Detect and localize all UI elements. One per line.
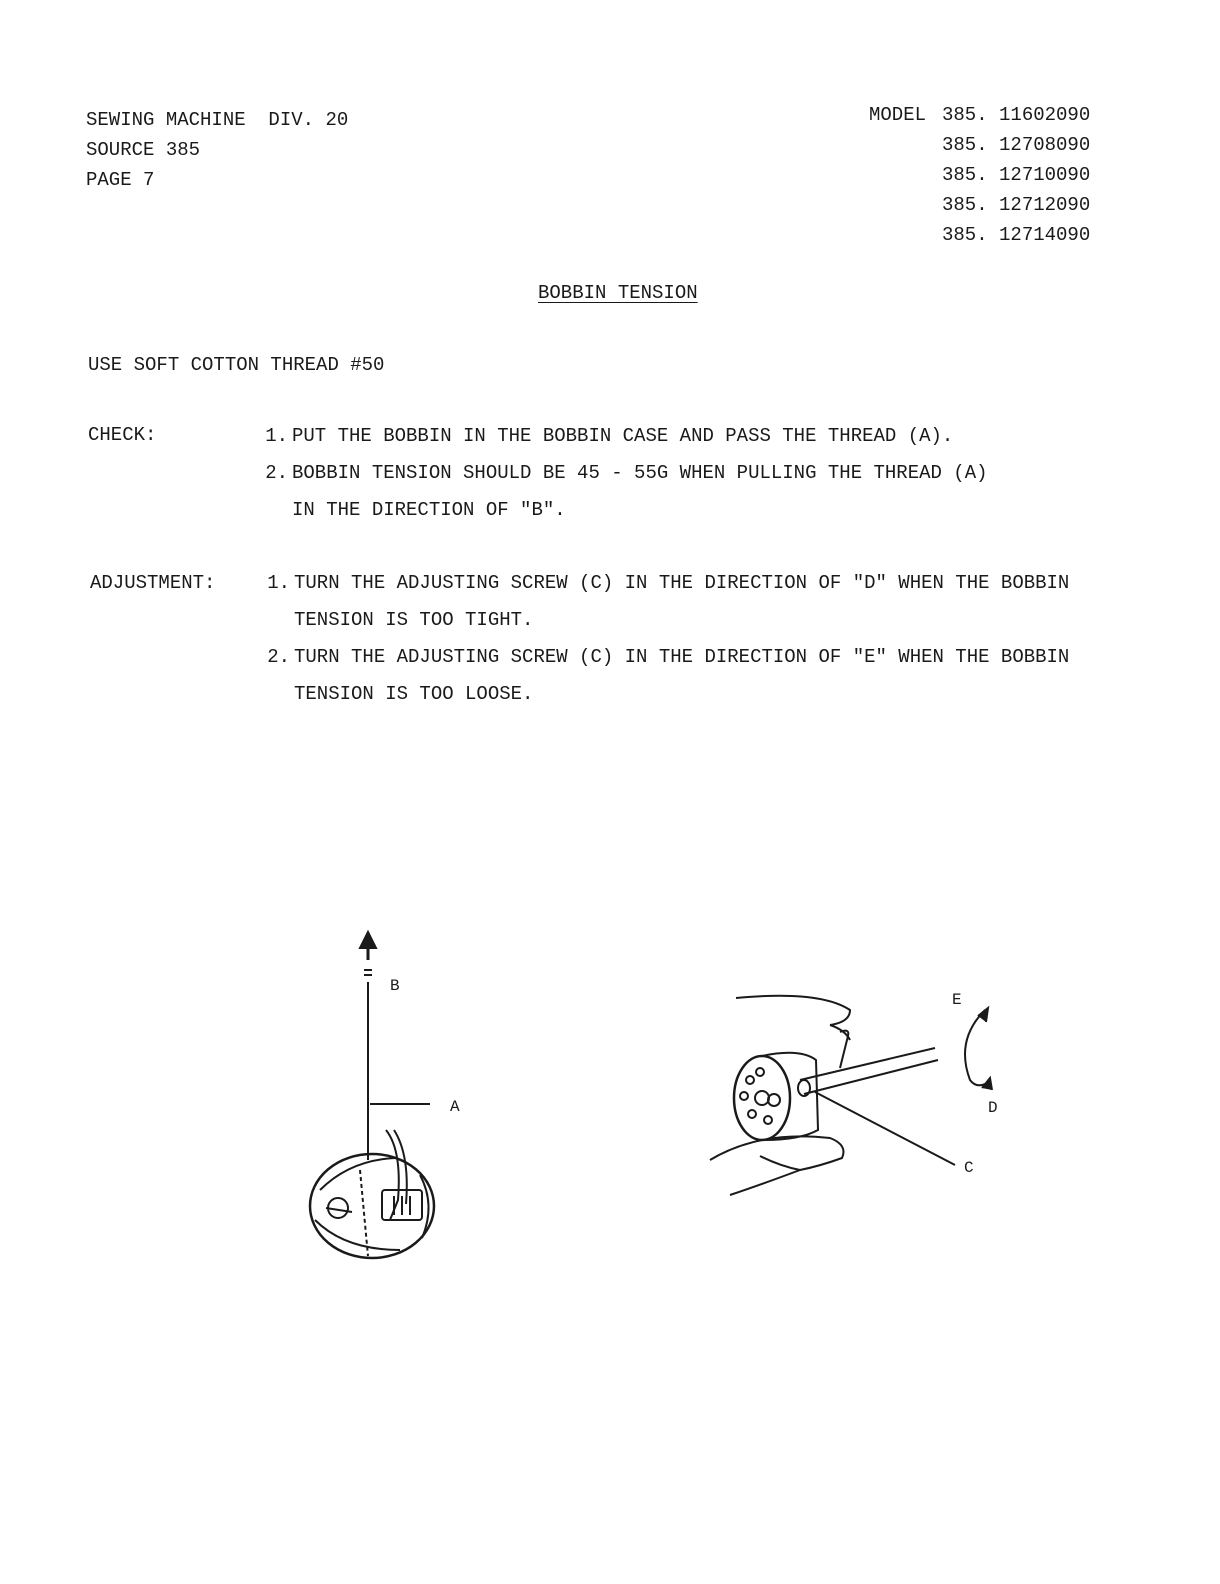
label-e: E xyxy=(952,991,962,1009)
item-number: 1. xyxy=(265,425,288,447)
model-number: 385. 11602090 xyxy=(942,104,1091,126)
model-number: 385. 12710090 xyxy=(942,164,1091,186)
list-item xyxy=(252,565,1069,602)
item-number: 2. xyxy=(265,462,288,484)
page-title: BOBBIN TENSION xyxy=(538,282,698,304)
label-d: D xyxy=(988,1099,998,1117)
model-label: MODEL xyxy=(869,104,927,126)
header-page: PAGE 7 xyxy=(86,169,155,191)
document-header-left xyxy=(86,105,348,195)
item-text-continued: TENSION IS TOO LOOSE. xyxy=(294,683,534,705)
model-number: 385. 12714090 xyxy=(942,224,1091,246)
item-text: TURN THE ADJUSTING SCREW (C) IN THE DIRECTION OF "E" WHEN THE BOBBIN xyxy=(294,646,1070,668)
item-text: PUT THE BOBBIN IN THE BOBBIN CASE AND PASS THE THREAD (A). xyxy=(292,425,954,447)
model-list xyxy=(942,100,1090,250)
check-list xyxy=(250,418,988,529)
adjustment-list xyxy=(252,565,1069,713)
adjustment-label: ADJUSTMENT: xyxy=(90,572,216,594)
bobbin-case-illustration xyxy=(290,920,490,1270)
item-number: 2. xyxy=(267,646,290,668)
item-text: BOBBIN TENSION SHOULD BE 45 - 55G WHEN PULLING THE THREAD (A) xyxy=(292,462,988,484)
item-text-continued: IN THE DIRECTION OF "B". xyxy=(292,499,566,521)
model-number: 385. 12708090 xyxy=(942,134,1091,156)
label-c: C xyxy=(964,1159,974,1177)
adjusting-screw-illustration xyxy=(700,980,1060,1210)
model-number: 385. 12712090 xyxy=(942,194,1091,216)
list-item xyxy=(250,455,988,492)
list-item xyxy=(250,418,988,455)
item-text: TURN THE ADJUSTING SCREW (C) IN THE DIRECTION OF "D" WHEN THE BOBBIN xyxy=(294,572,1070,594)
label-a: A xyxy=(450,1098,460,1116)
list-item xyxy=(252,639,1069,676)
label-b: B xyxy=(390,977,400,995)
header-source: SOURCE 385 xyxy=(86,139,201,161)
check-label: CHECK: xyxy=(88,424,157,446)
header-division: SEWING MACHINE DIV. 20 xyxy=(86,109,349,131)
thread-instruction: USE SOFT COTTON THREAD #50 xyxy=(88,354,385,376)
item-text-continued: TENSION IS TOO TIGHT. xyxy=(294,609,534,631)
item-number: 1. xyxy=(267,572,290,594)
